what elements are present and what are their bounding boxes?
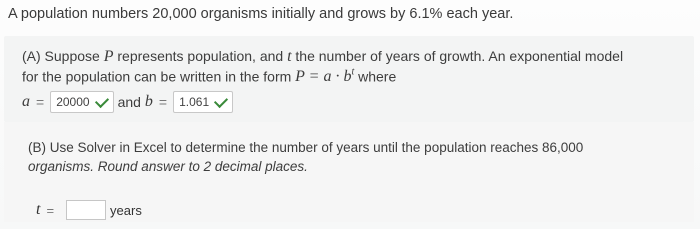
t-answer-input[interactable] <box>66 200 106 220</box>
part-a-answer-row <box>22 91 233 113</box>
part-a-text: (A) Suppose <box>22 48 100 64</box>
t-label: t <box>36 201 41 218</box>
b-answer-value: 1.061 <box>179 95 210 109</box>
formula-exponent: t <box>351 67 355 78</box>
b-label: b <box>144 93 153 110</box>
part-a-panel <box>4 36 694 122</box>
part-b-question-line-2: organisms. Round answer to 2 decimal places. <box>28 159 308 174</box>
equals-sign: = <box>46 202 55 218</box>
part-b-question-line-1: (B) Use Solver in Excel to determine the number of years until the population reaches 86,000 <box>28 140 584 155</box>
part-a-line-2 <box>22 67 396 86</box>
check-icon <box>94 93 108 107</box>
a-answer-field[interactable] <box>50 91 113 113</box>
part-a-text: for the population can be written in the form <box>22 68 292 85</box>
part-a-text: where <box>358 68 397 85</box>
variable-p: P <box>103 48 114 65</box>
equals-sign: = <box>36 94 45 110</box>
model-formula <box>295 68 354 85</box>
a-label: a <box>22 93 30 110</box>
part-b-panel <box>4 122 694 222</box>
formula-text: P = a · b <box>295 68 352 86</box>
problem-intro: A population numbers 20,000 organisms initially and grows by 6.1% each year. <box>8 6 514 22</box>
a-answer-value: 20000 <box>56 95 90 109</box>
t-answer-row <box>36 200 142 220</box>
b-answer-field[interactable] <box>173 91 233 113</box>
part-a-line-1 <box>22 48 623 66</box>
unit-label: years <box>110 202 142 218</box>
part-a-text: the number of years of growth. An exponential model <box>295 48 624 64</box>
part-a-text: represents population, and <box>117 48 284 64</box>
check-icon <box>214 93 228 107</box>
and-text: and <box>117 94 141 110</box>
equals-sign: = <box>158 94 168 110</box>
variable-t: t <box>287 48 292 65</box>
